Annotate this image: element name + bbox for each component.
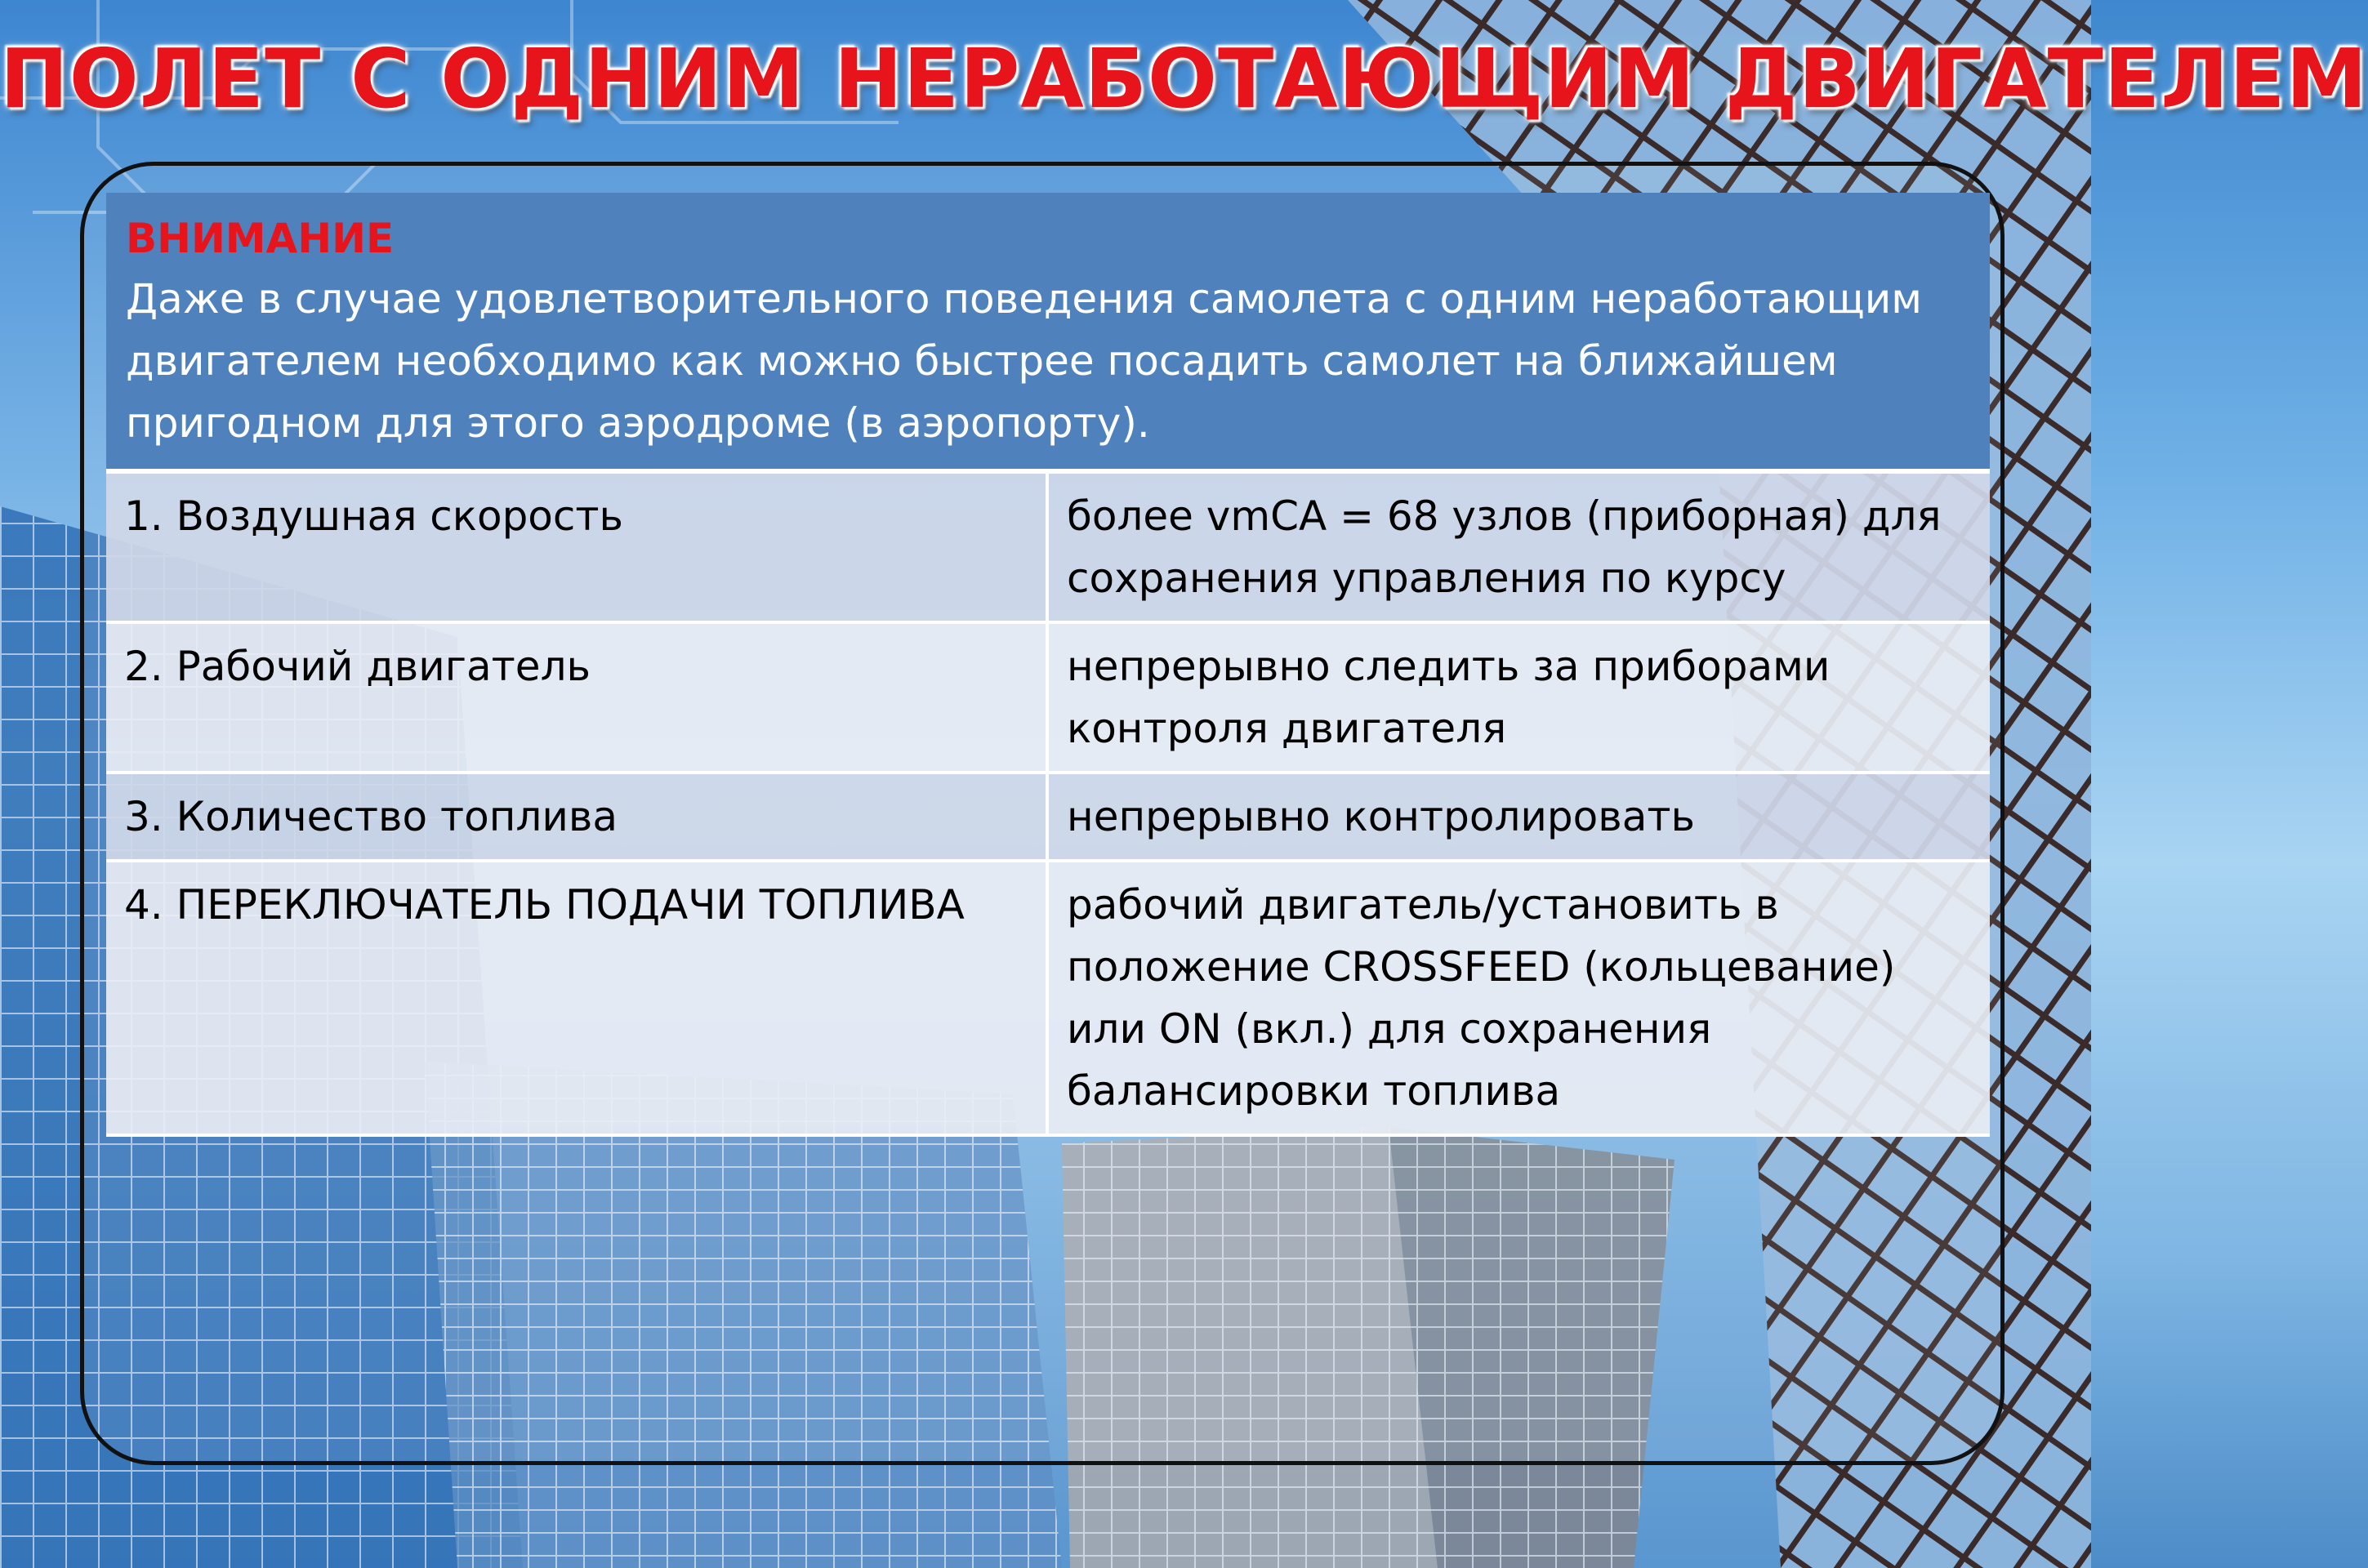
action-cell: рабочий двигатель/установить в положение CROSSFEED (кольцевание) или ON (вкл.) для сохранения балансировки топлива (1047, 861, 1990, 1135)
item-cell: 2. Рабочий двигатель (106, 622, 1047, 773)
action-cell: непрерывно следить за приборами контроля двигателя (1047, 622, 1990, 773)
warning-cell (106, 193, 1990, 471)
item-cell: 4. ПЕРЕКЛЮЧАТЕЛЬ ПОДАЧИ ТОПЛИВА (106, 861, 1047, 1135)
warning-text: Даже в случае удовлетворительного поведения самолета с одним неработающим двигателем необходимо как можно быстрее посадить самолет на ближайшем пригодном для этого аэродроме (в аэропорту). (126, 275, 1922, 447)
checklist-table (106, 193, 1990, 1137)
warning-title: ВНИМАНИЕ (126, 215, 395, 262)
table-row (106, 773, 1990, 861)
item-cell: 3. Количество топлива (106, 773, 1047, 861)
table-row (106, 622, 1990, 773)
slide-title: ПОЛЕТ С ОДНИМ НЕРАБОТАЮЩИМ ДВИГАТЕЛЕМ (0, 31, 2368, 127)
action-cell: более vmCA = 68 узлов (приборная) для сохранения управления по курсу (1047, 471, 1990, 622)
table-row (106, 471, 1990, 622)
table-row (106, 861, 1990, 1135)
item-cell: 1. Воздушная скорость (106, 471, 1047, 622)
action-cell: непрерывно контролировать (1047, 773, 1990, 861)
warning-row (106, 193, 1990, 471)
